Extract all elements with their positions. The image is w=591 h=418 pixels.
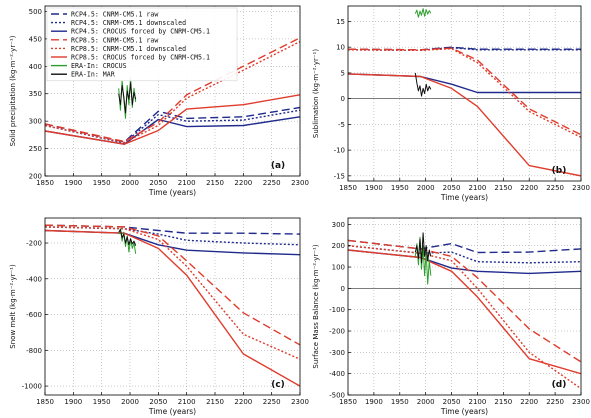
y-tick-label: -15 — [333, 172, 345, 181]
x-axis-label: Time (years) — [440, 193, 489, 202]
x-tick-label: 2000 — [121, 179, 139, 187]
y-tick-label: -10 — [333, 146, 345, 155]
x-tick-label: 2050 — [149, 179, 168, 187]
x-tick-label: 2050 — [442, 398, 461, 406]
x-tick-label: 2250 — [546, 184, 565, 192]
x-tick-label: 2150 — [206, 179, 224, 187]
panel-label: (b) — [551, 166, 567, 176]
series-group — [348, 233, 581, 389]
legend-entry: RCP8.5: CROCUS forced by CNRM-CM5.1 — [71, 53, 210, 62]
y-tick-label: -1000 — [21, 382, 42, 391]
x-tick-label: 2200 — [234, 179, 253, 187]
x-tick-label: 2200 — [520, 184, 539, 192]
x-tick-label: 2250 — [262, 398, 281, 406]
plot-frame — [348, 6, 581, 181]
panel-label: (c) — [271, 380, 285, 390]
y-tick-label: 200 — [331, 242, 345, 251]
x-tick-label: 2150 — [494, 184, 513, 192]
chart-panel-3 — [9, 218, 309, 416]
x-tick-label: 2050 — [149, 398, 168, 406]
legend — [47, 8, 237, 81]
x-tick-label: 2300 — [291, 398, 309, 406]
panel-label: (d) — [551, 380, 567, 390]
y-tick-label: -600 — [26, 311, 42, 320]
x-tick-label: 2000 — [416, 398, 435, 406]
y-tick-label: 400 — [28, 62, 42, 71]
legend-entry: ERA-In: CROCUS — [71, 62, 127, 71]
legend-entry: RCP4.5: CROCUS forced by CNRM-CM5.1 — [71, 27, 210, 36]
series-group — [348, 9, 581, 176]
y-tick-label: 100 — [331, 263, 345, 272]
x-tick-label: 1950 — [390, 398, 409, 406]
y-tick-label: 300 — [28, 117, 42, 126]
legend-entry: ERA-In: MAR — [71, 70, 115, 79]
x-tick-label: 2000 — [121, 398, 139, 406]
x-tick-label: 2100 — [468, 184, 487, 192]
series-line-2 — [45, 227, 300, 245]
y-tick-label: 450 — [28, 35, 42, 44]
series-line-6 — [348, 74, 581, 176]
series-line-3 — [45, 117, 300, 144]
series-line-6 — [348, 250, 581, 374]
series-line-6 — [45, 95, 300, 144]
x-tick-label: 1850 — [36, 179, 54, 187]
plot-frame — [45, 218, 300, 395]
y-tick-label: 15 — [336, 17, 345, 26]
panel-label: (a) — [270, 161, 286, 171]
x-tick-label: 1900 — [364, 184, 383, 192]
x-tick-label: 2100 — [177, 398, 196, 406]
series-line-3 — [348, 74, 581, 93]
x-axis-label: Time (years) — [148, 407, 197, 416]
chart-panel-4 — [312, 218, 590, 416]
y-tick-label: -5 — [338, 120, 345, 129]
x-tick-label: 1850 — [339, 398, 357, 406]
y-tick-label: -300 — [329, 348, 345, 357]
y-axis-label: Snow melt (kg·m⁻²·yr⁻¹) — [9, 264, 17, 349]
y-tick-label: 0 — [340, 95, 345, 104]
y-tick-label: 500 — [28, 7, 42, 16]
plot-frame — [348, 218, 581, 395]
y-tick-label: 300 — [331, 220, 345, 229]
series-group — [45, 225, 300, 386]
y-tick-label: 5 — [340, 69, 345, 78]
x-tick-label: 2200 — [520, 398, 539, 406]
y-tick-label: 10 — [336, 43, 345, 52]
y-tick-label: 200 — [28, 172, 42, 181]
x-tick-label: 2250 — [262, 179, 281, 187]
y-tick-label: -500 — [329, 391, 345, 400]
x-tick-label: 1850 — [339, 184, 357, 192]
x-tick-label: 2300 — [572, 398, 590, 406]
x-axis-label: Time (years) — [148, 188, 197, 197]
y-tick-label: -400 — [329, 370, 345, 379]
x-tick-label: 2100 — [468, 398, 487, 406]
chart-panel-1 — [9, 6, 309, 197]
legend-entry: RCP4.5: CNRM-CM5.1 raw — [71, 10, 159, 19]
x-tick-label: 2150 — [206, 398, 224, 406]
chart-panel-2 — [312, 6, 590, 202]
x-tick-label: 2200 — [234, 398, 253, 406]
y-tick-label: 350 — [28, 90, 42, 99]
y-tick-label: -100 — [329, 306, 345, 315]
legend-entry: RCP8.5: CNRM-CM5.1 raw — [71, 36, 159, 45]
series-line-1 — [348, 240, 581, 252]
x-tick-label: 2250 — [546, 398, 565, 406]
x-tick-label: 1900 — [64, 179, 83, 187]
y-axis-label: Sublimation (kg·m⁻²·yr⁻¹) — [312, 48, 320, 139]
x-tick-label: 1950 — [92, 398, 111, 406]
y-axis-label: Solid precipitation (kg·m⁻²·yr⁻¹) — [9, 35, 17, 147]
x-tick-label: 2050 — [442, 184, 461, 192]
x-tick-label: 1950 — [390, 184, 409, 192]
y-tick-label: -800 — [26, 346, 42, 355]
y-tick-label: -200 — [26, 239, 42, 248]
x-tick-label: 2000 — [416, 184, 435, 192]
x-tick-label: 1900 — [364, 398, 383, 406]
x-tick-label: 1850 — [36, 398, 54, 406]
y-axis-label: Surface Mass Balance (kg·m⁻²·yr⁻¹) — [312, 244, 320, 369]
y-tick-label: -400 — [26, 275, 42, 284]
x-tick-label: 2300 — [291, 179, 309, 187]
series-line-7 — [415, 9, 431, 18]
series-line-4 — [348, 240, 581, 362]
legend-entry: RCP8.5: CNRM-CM5.1 downscaled — [71, 44, 187, 53]
series-line-5 — [45, 227, 300, 359]
y-tick-label: -200 — [329, 327, 345, 336]
x-tick-label: 1900 — [64, 398, 83, 406]
y-tick-label: 0 — [340, 284, 345, 293]
y-tick-label: 250 — [28, 145, 42, 154]
series-line-2 — [45, 110, 300, 143]
x-tick-label: 1950 — [92, 179, 111, 187]
x-axis-label: Time (years) — [440, 407, 489, 416]
series-line-4 — [348, 48, 581, 135]
legend-entry: RCP4.5: CNRM-CM5.1 downscaled — [71, 19, 187, 28]
x-tick-label: 2150 — [494, 398, 513, 406]
x-tick-label: 2300 — [572, 184, 590, 192]
x-tick-label: 2100 — [177, 179, 196, 187]
